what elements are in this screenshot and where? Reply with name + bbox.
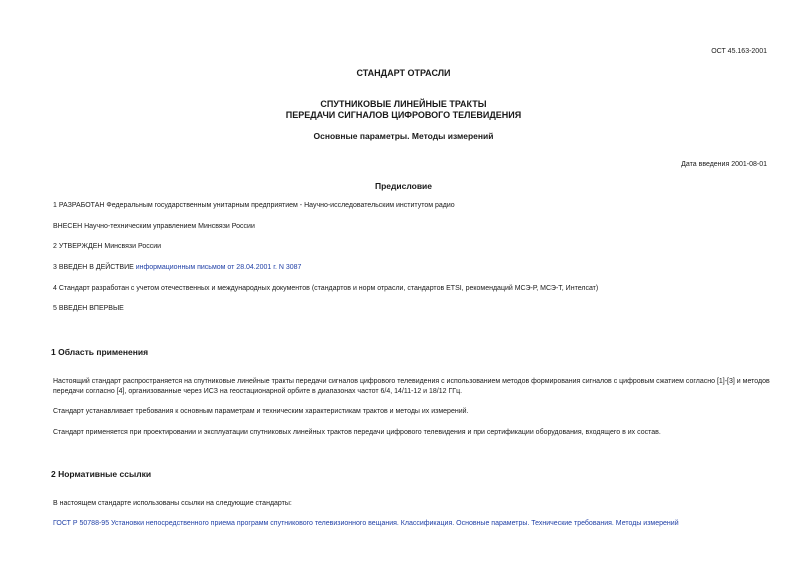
title-line-1: СПУТНИКОВЫЕ ЛИНЕЙНЫЕ ТРАКТЫ <box>320 99 487 109</box>
preface-item-5: 5 ВВЕДЕН ВПЕРВЫЕ <box>53 305 124 312</box>
section-1-heading: 1 Область применения <box>51 347 149 357</box>
intro-date: Дата введения 2001-08-01 <box>681 161 767 168</box>
standard-type-title: СТАНДАРТ ОТРАСЛИ <box>356 68 451 78</box>
preface-item-3 <box>53 264 301 271</box>
preface-item-2: 2 УТВЕРЖДЕН Минсвязи России <box>53 243 162 250</box>
section-1-para-1: Настоящий стандарт распространяется на спутниковые линейные тракты передачи сигналов цифрового телевидения с использованием методов формирования сигналов с цифровым сжатием согласно [1]-[3] и методов передачи согласно [4], организованные через ИСЗ на геостационарной орбите в диапазонах частот 6/4, 14/11-12 и 18/12 ГГц. <box>53 378 770 395</box>
preface-item-4: 4 Стандарт разработан с учетом отечественных и международных документов (стандартов и норм отрасли, стандартов ETSI, рекомендаций МСЭ-Р, МСЭ-Т, Интелсат) <box>53 285 599 292</box>
section-1-para-2: Стандарт устанавливает требования к основным параметрам и техническим характеристикам трактов и методы их измерений. <box>53 408 469 415</box>
section-1-para-3: Стандарт применяется при проектировании и эксплуатации спутниковых линейных трактов передачи цифрового телевидения и при сертификации оборудования, входящего в их состав. <box>53 429 661 436</box>
preface-item-1: 1 РАЗРАБОТАН Федеральным государственным унитарным предприятием - Научно-исследовательским институтом радио <box>53 202 455 209</box>
section-2-heading: 2 Нормативные ссылки <box>51 469 152 479</box>
preface-heading: Предисловие <box>374 181 433 191</box>
document-subtitle: Основные параметры. Методы измерений <box>313 131 494 141</box>
document-code: ОСТ 45.163-2001 <box>711 48 767 55</box>
title-line-2: ПЕРЕДАЧИ СИГНАЛОВ ЦИФРОВОГО ТЕЛЕВИДЕНИЯ <box>285 110 522 120</box>
gost-reference-link[interactable]: ГОСТ Р 50788-95 Установки непосредственного приема программ спутникового телевизионного вещания. Классификация. Основные параметры. Технические требования. Методы измерений <box>53 520 679 527</box>
section-2-para-1: В настоящем стандарте использованы ссылки на следующие стандарты: <box>53 500 292 507</box>
info-letter-link[interactable]: информационным письмом от 28.04.2001 г. N 3087 <box>135 264 302 271</box>
preface-item-3-text: 3 ВВЕДЕН В ДЕЙСТВИЕ <box>53 264 136 271</box>
preface-item-1-submitted: ВНЕСЕН Научно-техническим управлением Минсвязи России <box>53 223 255 230</box>
